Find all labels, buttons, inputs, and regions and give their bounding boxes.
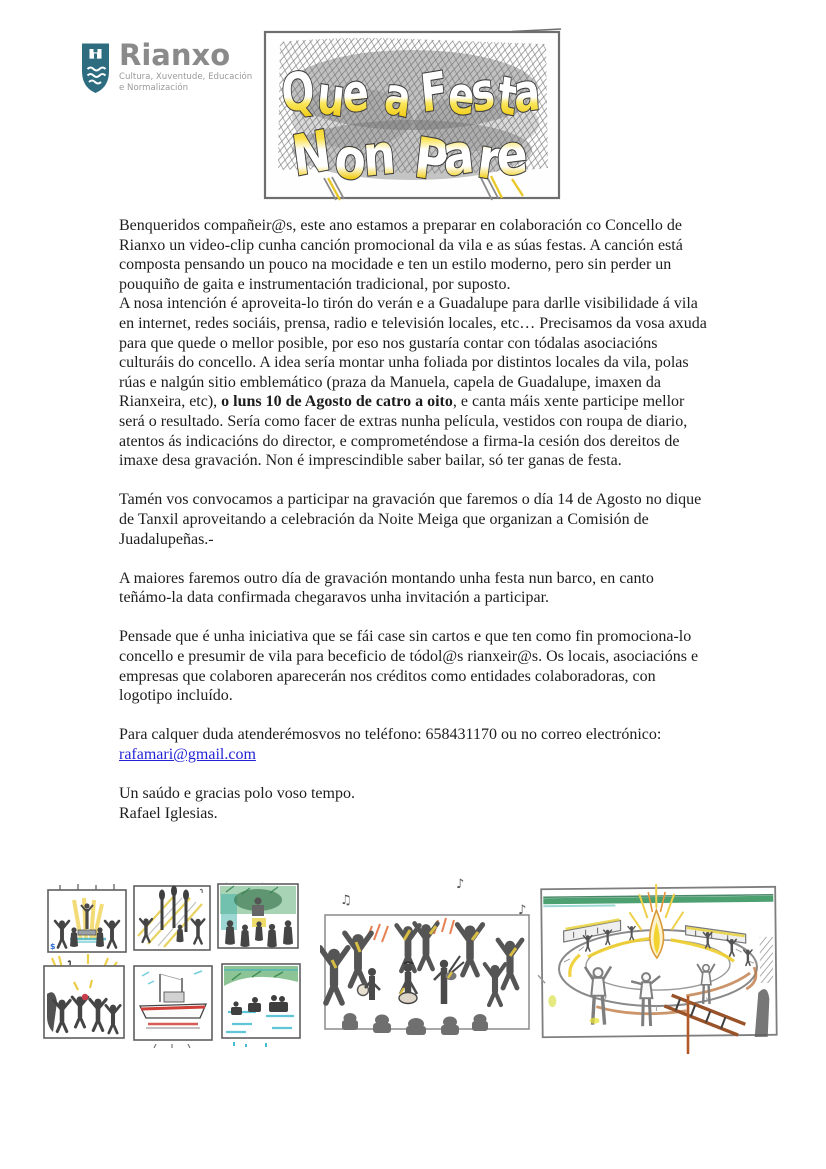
svg-text:♪: ♪ — [518, 903, 527, 918]
signature-line: Rafael Iglesias. — [119, 804, 218, 822]
banner-sketch — [262, 28, 562, 208]
rianxo-shield-icon — [80, 42, 111, 95]
storyboard-panel-swimmers — [222, 964, 300, 1047]
svg-text:♪: ♪ — [456, 877, 465, 892]
paragraph-plan — [119, 294, 708, 470]
storyboard-panel-boat — [134, 966, 212, 1048]
music-note-icon — [340, 877, 526, 918]
storyboard-panel-street-dance — [134, 886, 210, 951]
paragraph-contacto — [119, 725, 708, 764]
horizon-band — [543, 899, 773, 901]
logo-subtitle-line2: e Normalización — [119, 83, 189, 93]
audience-backs — [342, 1013, 488, 1035]
banner-line1: Que a Festa — [278, 60, 552, 131]
paragraph-barco: A maiores faremos outro día de gravación montando unha festa nun barco, en canto teñámo-la data confirmada chegaravos unha invitación a participar. — [119, 569, 654, 607]
paragraph-intro: Benqueridos compañeir@s, este ano estamos a preparar en colaboración co Concello de Rianxo un video-clip cunha canción promocional da vila e as súas festas. A canción está composta pensando un pouco na mocidade e ten un estilo moderno, pero sin perder un pouquiño de gaita e instrumentación tradicional, por suposto. — [119, 217, 683, 293]
crowd-sketch — [320, 868, 536, 1038]
storyboard-panel-statue-dance — [48, 884, 126, 952]
bagpiper — [434, 956, 464, 1004]
svg-text:♫: ♫ — [340, 893, 352, 908]
date-highlight: o luns 10 de Agosto de catro a oito — [221, 393, 453, 411]
paragraph-plan-text2: , e canta máis xente participe mellor será o resultado. Sería como facer de extras nunha película, vestidos con roupa de diario, atentos ás indicacións do director, e comprometéndose a firma-la cesión dos dereitos de imaxe desa gravación. Non é imprescindible saber bailar, só ter ganas de festa. — [119, 393, 688, 470]
logo-title: Rianxo — [119, 38, 231, 72]
storyboard-panel-monument-crowd — [218, 882, 298, 948]
contact-text: Para calquer duda atenderémosvos no teléfono: 658431170 ou no correo electrónico: — [119, 726, 662, 744]
storyboard-sketch — [42, 882, 304, 1050]
paragraph-plan-text: A nosa intención é aproveita-lo tirón do verán e a Guadalupe para darlle visibilidade á vila en internet, redes sociáis, prensa, radio e televisión locales, etc… Precisamos da vosa axuda para que quede o mellor posible, por eso nos gustaría contar con tódalas asociacións culturáis do concello. A idea sería montar unha foliada por distintos locales da vila, polas rúas e nalgún sitio emblemático (praza da Manuela, capela de Guadalupe, imaxen da Rianxeira, etc), — [119, 295, 707, 411]
harbor-sketch — [536, 878, 784, 1060]
banner-line2: Non Pare — [287, 118, 538, 196]
rianxo-logo — [80, 38, 253, 95]
logo-subtitle-line1: Cultura, Xuventude, Educación — [119, 72, 253, 82]
letter-body — [119, 216, 708, 823]
paragraph-noite-meiga: Tamén vos convocamos a participar na gravación que faremos o día 14 de Agosto no dique de Tanxil aproveitando a celebración da Noite Meiga que organizan a Comisión de Juadalupeñas.- — [119, 491, 702, 548]
storyboard-panel-jump-celebration — [44, 954, 124, 1038]
closing-line: Un saúdo e gracias polo voso tempo. — [119, 785, 355, 803]
svg-text:$: $ — [50, 942, 56, 951]
logo-text — [119, 38, 253, 94]
paragraph-creditos: Pensade que é unha iniciativa que se fái case sin cartos e que ten como fin promociona-lo concello e presumir de vila para beceficio de tódol@s rianxeir@s. Os locais, asociacións e empresas que colaboren aparecerán nos créditos como entidades colaboradoras, con logotipo incluído. — [119, 628, 699, 705]
email-link[interactable]: rafamari@gmail.com — [119, 746, 256, 764]
